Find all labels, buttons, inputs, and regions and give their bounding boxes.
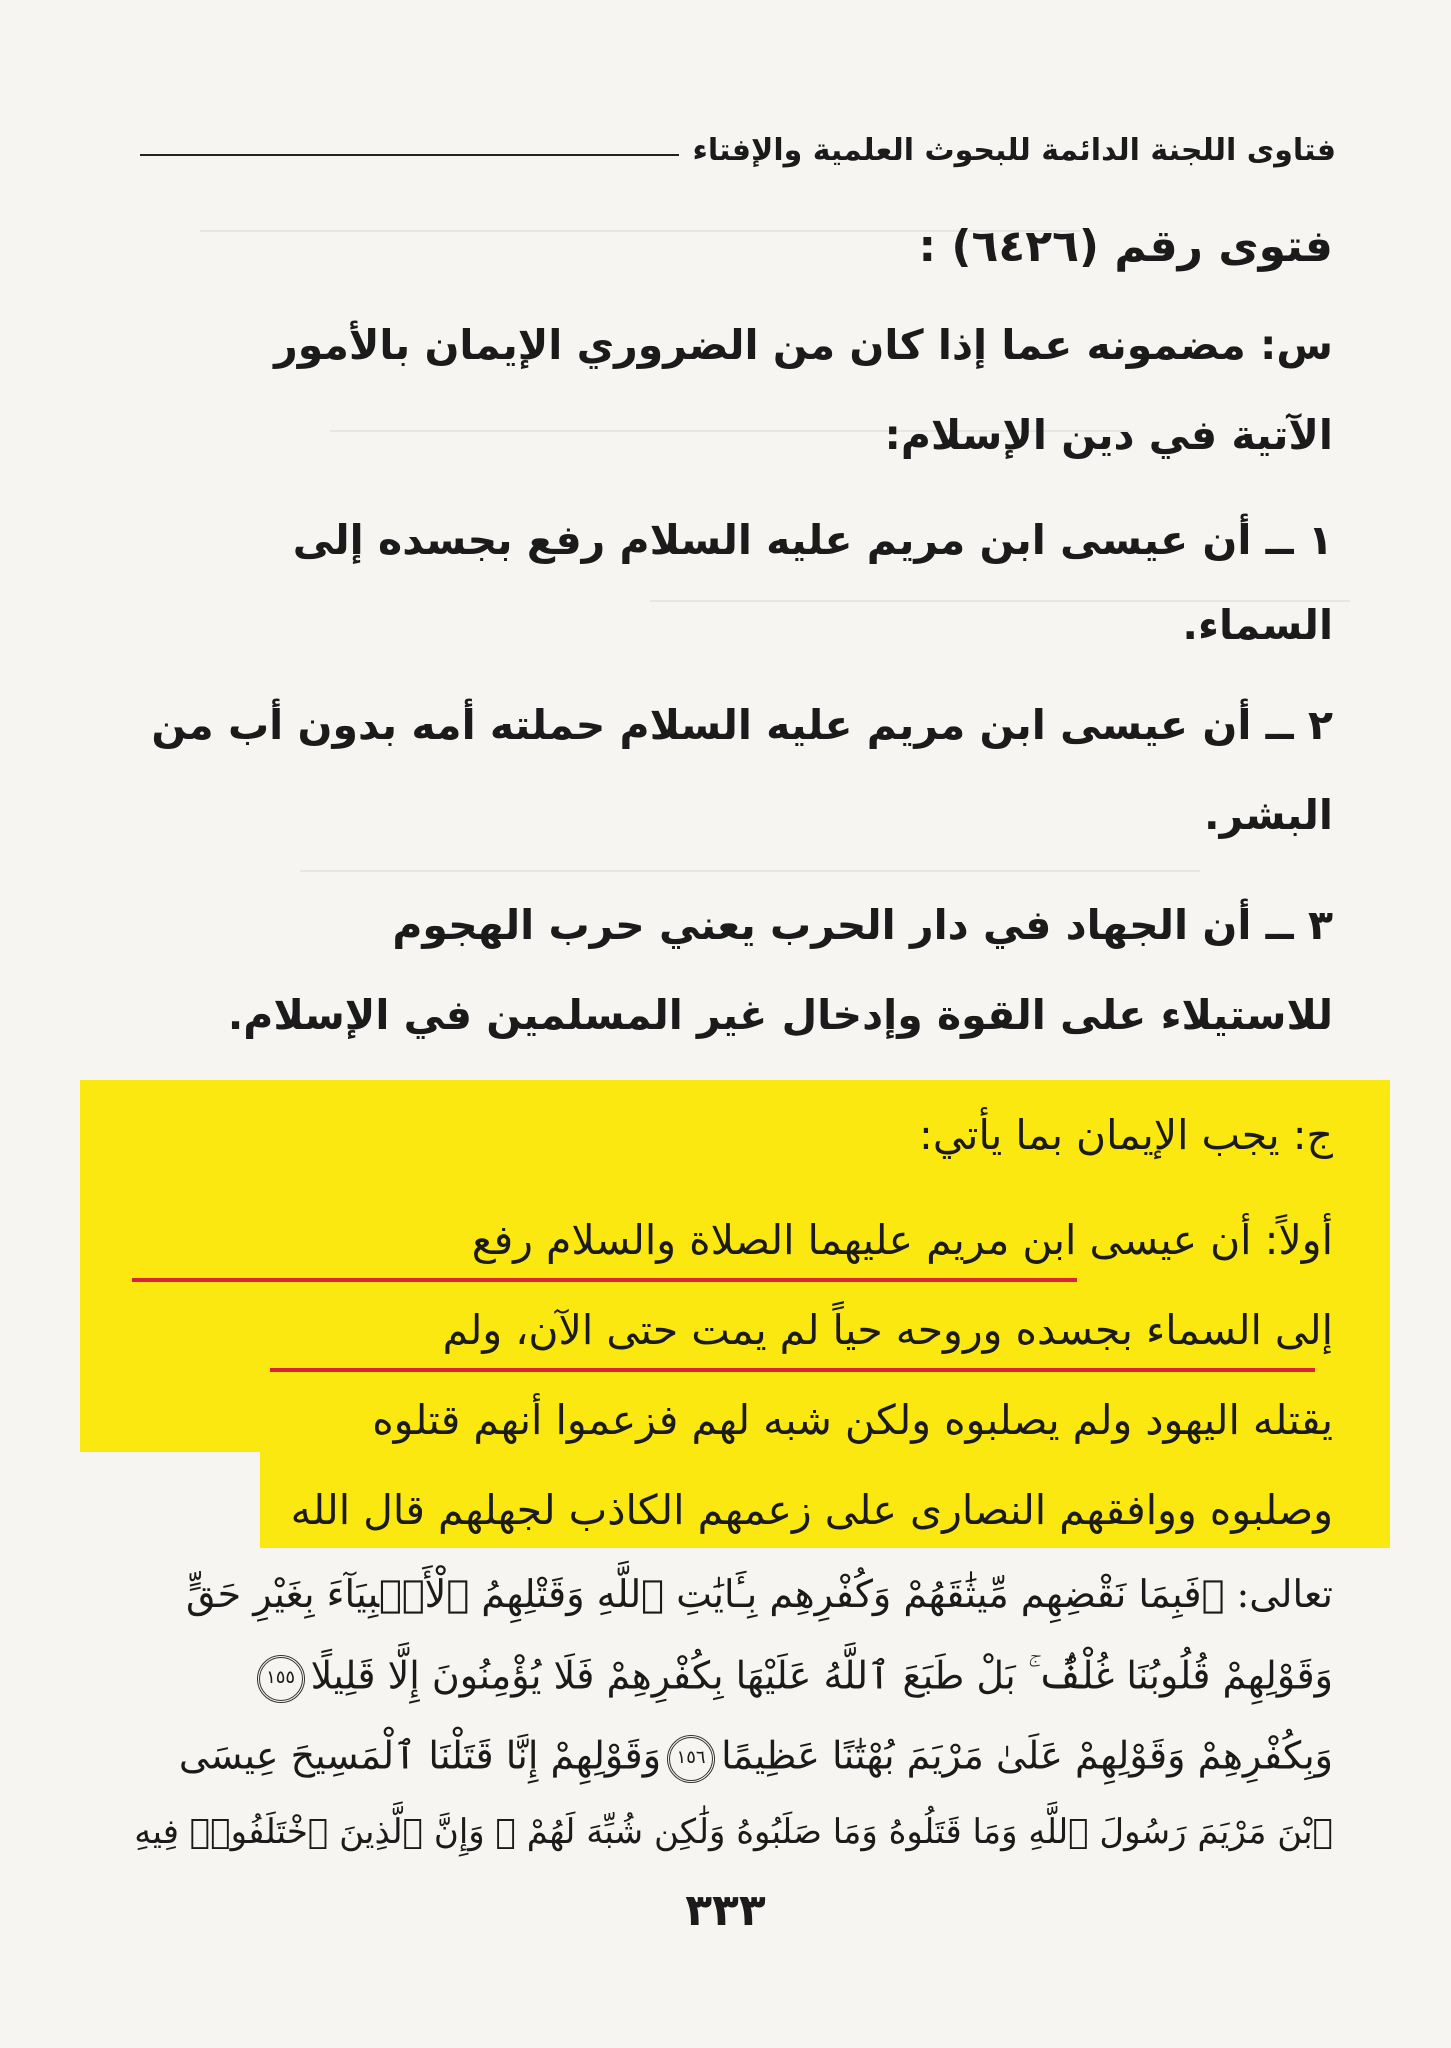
answer-line-1: أولاً: أن عيسى ابن مريم عليهما الصلاة والسلام رفع — [471, 1216, 1333, 1264]
question-line-2: الآتية في دين الإسلام: — [884, 411, 1333, 459]
bleed-through-mark — [300, 870, 1200, 872]
question-item-2-line-1: ٢ ــ أن عيسى ابن مريم عليه السلام حملته أمه بدون أب من — [151, 701, 1333, 749]
question-item-3-line-1: ٣ ــ أن الجهاد في دار الحرب يعني حرب الهجوم — [392, 901, 1333, 949]
question-item-3-line-2: للاستيلاء على القوة وإدخال غير المسلمين في الإسلام. — [227, 991, 1333, 1039]
red-underline-2 — [270, 1368, 1315, 1372]
header-rule — [140, 154, 679, 156]
quran-line-3-text-b: وَقَوْلِهِمْ إِنَّا قَتَلْنَا ٱلْمَسِيحَ عِيسَى — [178, 1733, 662, 1778]
quran-line-2-text: وَقَوْلِهِمْ قُلُوبُنَا غُلْفٌۢ ۚ بَلْ طَبَعَ ٱللَّهُ عَلَيْهَا بِكُفْرِهِمْ فَلَا يُؤْمِنُونَ إِلَّا قَلِيلًا — [310, 1653, 1333, 1698]
answer-line-2: إلى السماء بجسده وروحه حياً لم يمت حتى الآن، ولم — [442, 1306, 1333, 1354]
answer-line-4: وصلبوه ووافقهم النصارى على زعمهم الكاذب لجهلهم قال الله — [290, 1486, 1333, 1534]
answer-line-3: يقتله اليهود ولم يصلبوه ولكن شبه لهم فزعموا أنهم قتلوه — [372, 1396, 1333, 1444]
quran-line-3-text-a: وَبِكُفْرِهِمْ وَقَوْلِهِمْ عَلَىٰ مَرْيَمَ بُهْتَٰنًا عَظِيمًا — [721, 1733, 1333, 1778]
quran-line-1: تعالى: ﴿فَبِمَا نَقْضِهِم مِّيثَٰقَهُمْ وَكُفْرِهِم بِـَٔايَٰتِ ٱللَّهِ وَقَتْلِهِمُ ٱلْأَنۢبِيَآءَ بِغَيْرِ حَقٍّ — [185, 1572, 1333, 1616]
ayah-number-mark: ١٥٥ — [257, 1655, 305, 1703]
page-number: ٣٣٣ — [685, 1885, 766, 1936]
question-line-1: س: مضمونه عما إذا كان من الضروري الإيمان بالأمور — [274, 321, 1333, 369]
ayah-number-mark: ١٥٦ — [667, 1735, 715, 1783]
fatwa-number: فتوى رقم (٦٤٢٦) : — [918, 221, 1333, 272]
red-underline-1 — [132, 1278, 1077, 1282]
running-header — [140, 118, 1336, 168]
quran-line-2 — [128, 1655, 1333, 1703]
question-item-1-line-2: السماء. — [1182, 601, 1333, 649]
quran-line-4: ٱبْنَ مَرْيَمَ رَسُولَ ٱللَّهِ وَمَا قَتَلُوهُ وَمَا صَلَبُوهُ وَلَٰكِن شُبِّهَ لَهُمْ ۚ وَإِنَّ ٱلَّذِينَ ٱخْتَلَفُوا۟ فِيهِ — [134, 1812, 1333, 1852]
question-item-1-line-1: ١ ــ أن عيسى ابن مريم عليه السلام رفع بجسده إلى — [292, 516, 1333, 564]
question-item-2-line-2: البشر. — [1204, 791, 1333, 839]
answer-intro: ج: يجب الإيمان بما يأتي: — [919, 1111, 1333, 1159]
running-header-title: فتاوى اللجنة الدائمة للبحوث العلمية والإفتاء — [692, 133, 1336, 168]
quran-line-3 — [128, 1735, 1333, 1783]
